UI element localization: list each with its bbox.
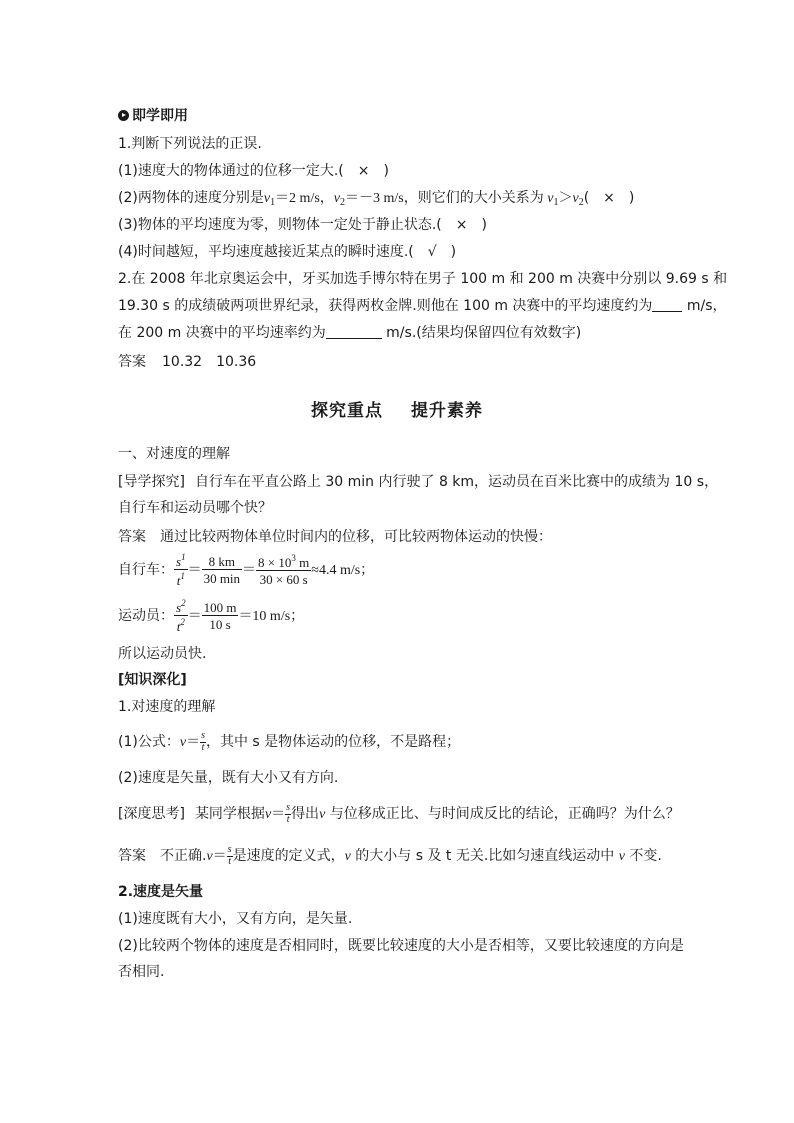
q1-item-3: (3)物体的平均速度为零，则物体一定处于静止状态.( × ) bbox=[118, 217, 487, 233]
q1-item-2: (2)两物体的速度分别是$v_1=2$ m/s，$v_2=-3$ m/s，则它们的大小关系为 $v_1>v_2$( × ) bbox=[118, 190, 635, 208]
think-answer: 答案 不正确.v＝ $\frac{s}{t}$ 是速度的定义式，v 的大小与 s 及 t 无关.比如匀速直线运动中 v 不变. bbox=[118, 844, 662, 867]
runner-calculation: 运动员： $\frac{s^2}{t^2}$ ＝ $\frac{100 m}{10 s}$ ＝10 m/s； bbox=[118, 598, 305, 634]
guide-label: [导学探究] bbox=[118, 474, 185, 490]
point1-title: 1.对速度的理解 bbox=[118, 699, 216, 715]
point2-2a: (2)比较两个物体的速度是否相同时，既要比较速度的大小是否相等，又要比较速度的方向是 bbox=[118, 938, 684, 954]
formula-line: (1)公式：v＝ $\frac{s}{t}$ ，其中 s 是物体运动的位移，不是路程； bbox=[118, 730, 461, 753]
think-label: [深度思考] bbox=[118, 806, 185, 822]
judge-mark: × bbox=[455, 217, 468, 233]
fraction: $\frac{s}{t}$ bbox=[201, 730, 205, 753]
fraction: $\frac{s^2}{t^2}$ bbox=[176, 598, 186, 634]
point2-title: 2.速度是矢量 bbox=[118, 884, 204, 900]
point2-2b: 否相同. bbox=[118, 964, 165, 980]
section-heading: 探究重点 提升素养 bbox=[311, 401, 483, 421]
q1-item-1: (1)速度大的物体通过的位移一定大.( × ) bbox=[118, 163, 389, 179]
judge-mark: × bbox=[357, 163, 370, 179]
q1-item-4: (4)时间越短，平均速度越接近某点的瞬时速度.( √ ) bbox=[118, 244, 457, 260]
q2-line-2: 19.30 s 的成绩破两项世界纪录，获得两枚金牌.则他在 100 m 决赛中的平均速度约为 m/s， bbox=[118, 298, 727, 314]
point2-1: (1)速度既有大小，又有方向，是矢量. bbox=[118, 911, 353, 927]
fraction: $\frac{100 m}{10 s}$ bbox=[203, 600, 237, 632]
fraction: $\frac{s}{t}$ bbox=[286, 802, 291, 825]
play-circle-icon bbox=[118, 110, 129, 121]
q2-line-1: 2.在 2008 年北京奥运会中，牙买加选手博尔特在男子 100 m 和 200 m 决赛中分别以 9.69 s 和 bbox=[118, 271, 728, 287]
judge-mark: √ bbox=[427, 244, 437, 260]
q2-line-3: 在 200 m 决赛中的平均速率约为 m/s.(结果均保留四位有效数字) bbox=[118, 325, 582, 341]
q1-title: 1.判断下列说法的正误. bbox=[118, 136, 262, 152]
fraction: $\frac{s^1}{t^1}$ bbox=[176, 552, 186, 588]
think-line: [深度思考] 某同学根据v＝ $\frac{s}{t}$ 得出v 与位移成正比、与时间成反比的结论，正确吗？为什么？ bbox=[118, 802, 680, 825]
guide-line-1: [导学探究] 自行车在平直公路上 30 min 内行驶了 8 km，运动员在百米比赛中的成绩为 10 s， bbox=[118, 474, 719, 490]
judge-mark: × bbox=[603, 190, 615, 206]
answer-blank-2 bbox=[326, 324, 382, 339]
section-tag: 即学即用 bbox=[118, 106, 188, 126]
point1-2: (2)速度是矢量，既有大小又有方向. bbox=[118, 770, 339, 786]
guide-line-2: 自行车和运动员哪个快？ bbox=[118, 500, 272, 516]
deep-label: [知识深化] bbox=[118, 672, 187, 688]
answer-blank-1 bbox=[652, 297, 682, 312]
section1-title: 一、对速度的理解 bbox=[118, 446, 230, 462]
fraction: $\frac{s}{t}$ bbox=[227, 844, 232, 867]
guide-answer: 答案 通过比较两物体单位时间内的位移，可比较两物体运动的快慢： bbox=[118, 529, 552, 545]
fraction: $\frac{8 \times 10^3 m}{30 \times 60 s}$ bbox=[258, 553, 310, 587]
fraction: $\frac{8 km}{30 \min}$ bbox=[203, 554, 241, 586]
q2-answer: 答案 10.32 10.36 bbox=[118, 354, 257, 370]
conclusion: 所以运动员快. bbox=[118, 646, 207, 662]
bike-calculation: 自行车： $\frac{s^1}{t^1}$ ＝ $\frac{8 km}{30 \min}$ ＝ $\frac{8 \times 10^3 m}{30 \times 60 s}$ ≈4.4 m/s； bbox=[118, 552, 375, 588]
